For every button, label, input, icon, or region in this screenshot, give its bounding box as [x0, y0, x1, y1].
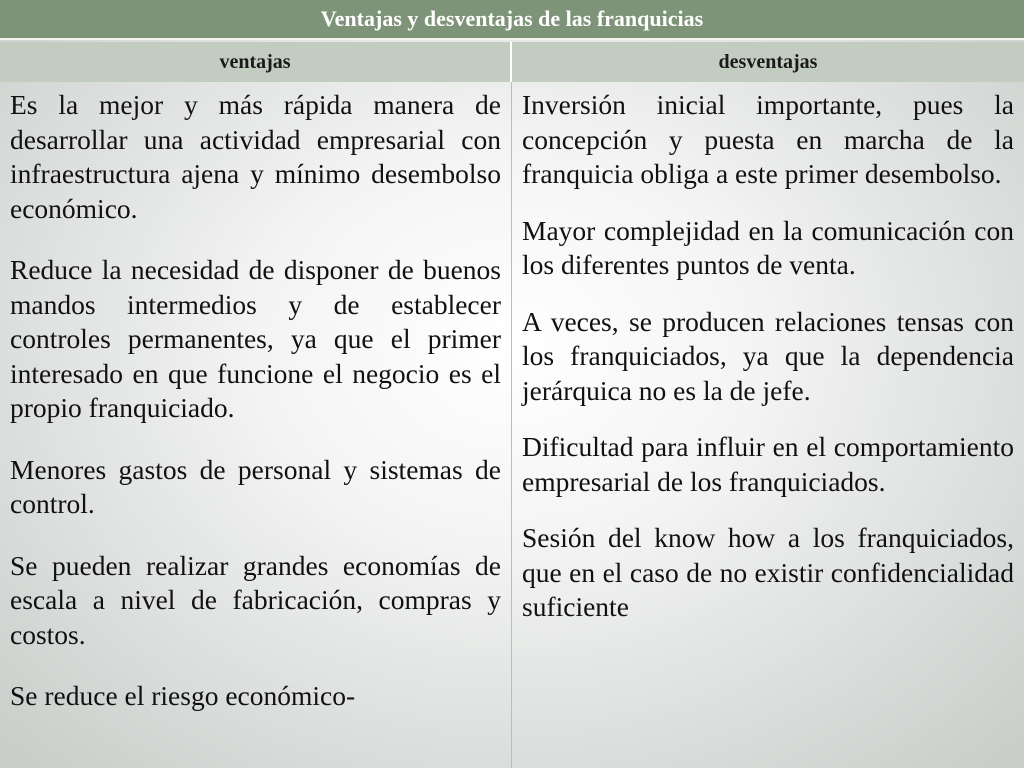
- desventaja-item: Sesión del know how a los franquiciados, que en el caso de no existir confidencialidad suficiente: [522, 522, 1014, 622]
- ventaja-item: Se reduce el riesgo económico-: [10, 680, 356, 711]
- table-body-row: [0, 82, 1024, 768]
- column-header-row: [0, 42, 1024, 82]
- column-header-ventajas: ventajas: [0, 42, 512, 82]
- desventaja-item: Dificultad para influir en el comportamiento empresarial de los franquiciados.: [522, 431, 1014, 497]
- table-title-text: Ventajas y desventajas de las franquicias: [320, 6, 704, 31]
- table-title: [0, 0, 1024, 40]
- desventaja-item: Mayor complejidad en la comunicación con los diferentes puntos de venta.: [522, 214, 1014, 280]
- desventajas-column: [512, 82, 1024, 768]
- ventaja-item: Es la mejor y más rápida manera de desarrollar una actividad empresarial con infraestructura ajena y mínimo desembolso económico.: [10, 89, 501, 224]
- column-header-desventajas: desventajas: [718, 50, 818, 73]
- desventaja-item: Inversión inicial importante, pues la concepción y puesta en marcha de la franquicia obliga a este primer desembolso.: [522, 89, 1014, 189]
- ventajas-column: [0, 82, 512, 768]
- ventaja-item: Menores gastos de personal y sistemas de control.: [10, 453, 501, 519]
- ventaja-item: Reduce la necesidad de disponer de buenos mandos intermedios y de establecer controles permanentes, ya que el primer interesado en que funcione el negocio es el propio franquiciado.: [10, 254, 501, 423]
- desventaja-item: A veces, se producen relaciones tensas con los franquiciados, ya que la dependencia jerárquica no es la de jefe.: [522, 305, 1014, 406]
- ventaja-item: Se pueden realizar grandes economías de escala a nivel de fabricación, compras y costos.: [10, 549, 501, 650]
